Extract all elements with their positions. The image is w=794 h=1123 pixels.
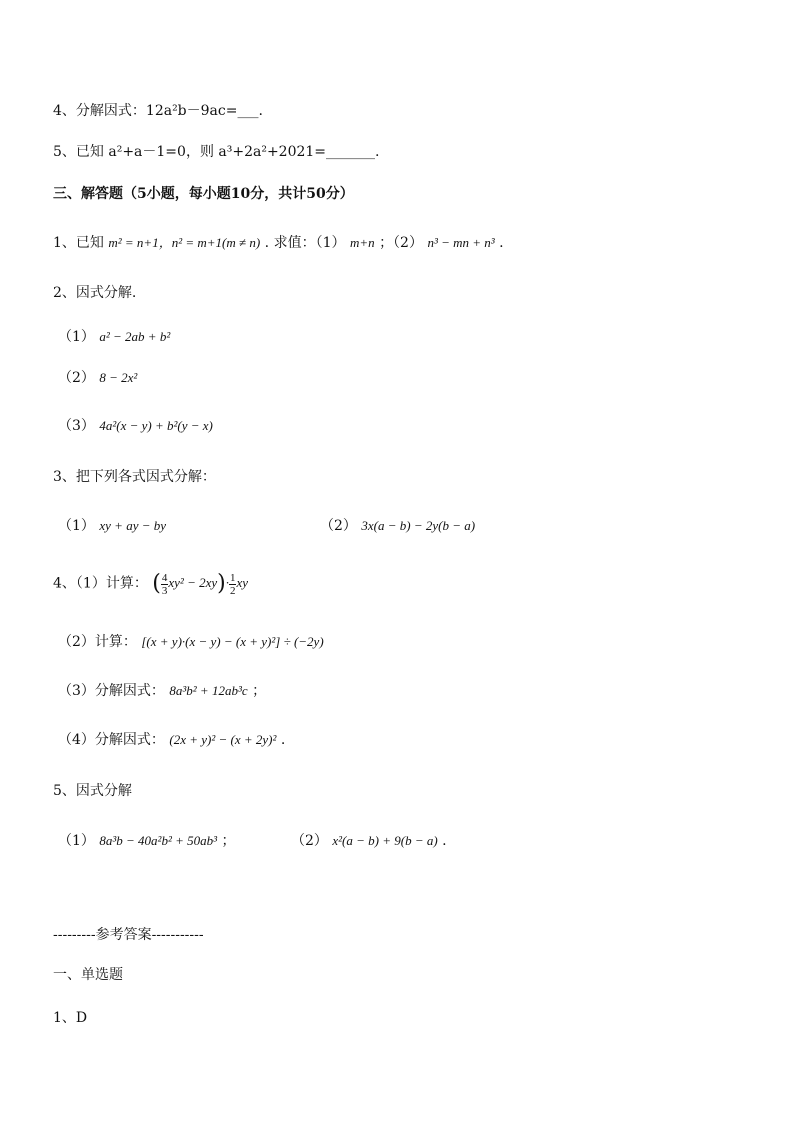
solve-q5-part1-expr: 8a³b − 40a²b² + 50ab³ bbox=[99, 833, 218, 848]
solve-q4-part1-label: 4、（1）计算： bbox=[53, 575, 148, 592]
solve-q3-part2-expr: 3x(a − b) − 2y(b − a) bbox=[361, 518, 476, 533]
solve-q1-condition: m² = n+1，n² = m+1(m ≠ n) bbox=[108, 235, 261, 250]
solve-q1-label: 1、已知 bbox=[53, 235, 104, 251]
solve-q4-dot: · bbox=[225, 575, 229, 591]
solve-q1-end: . bbox=[499, 235, 504, 251]
solve-q2-part2 bbox=[58, 368, 137, 388]
solve-question-3-label: 3、把下列各式因式分解： bbox=[53, 469, 216, 485]
solve-q4-part4-end: . bbox=[280, 732, 286, 748]
solve-q3-part1-expr: xy + ay − by bbox=[99, 518, 166, 533]
solve-q5-part1-end: ； bbox=[221, 833, 236, 849]
solve-q4-part1 bbox=[53, 572, 248, 597]
solve-q3-part1 bbox=[58, 516, 166, 536]
answer-item-1: 1、D bbox=[53, 1010, 88, 1026]
solve-q4-part4-expr: (2x + y)² − (x + 2y)² bbox=[169, 732, 277, 747]
solve-q2-part3-label: （3） bbox=[58, 418, 95, 434]
solve-q4-part4 bbox=[58, 730, 285, 750]
solve-q4-fraction-2: $\frac{1}{2}$ bbox=[229, 572, 236, 597]
solve-q2-part2-label: （2） bbox=[58, 370, 95, 386]
solve-q4-part3-expr: 8a³b² + 12ab³c bbox=[169, 683, 248, 698]
solve-q4-paren-close: ) bbox=[217, 571, 226, 597]
solve-q1-ask: . 求值：（1） bbox=[264, 235, 346, 251]
solve-q4-part1-mid: xy² − 2xy bbox=[168, 575, 218, 591]
solve-question-2-label: 2、因式分解. bbox=[53, 285, 137, 301]
solve-q5-part2 bbox=[291, 831, 447, 851]
solve-q2-part1-expr: a² − 2ab + b² bbox=[99, 329, 171, 344]
solve-q4-part3-end: ； bbox=[252, 683, 267, 699]
solve-question-1 bbox=[53, 233, 504, 253]
question-4-fill-blank: 4、分解因式：12a²b－9ac=___. bbox=[53, 103, 263, 119]
section-3-heading: 三、解答题（5小题，每小题10分，共计50分） bbox=[53, 186, 354, 202]
solve-q5-part2-end: . bbox=[442, 833, 447, 849]
solve-q4-part2-expr: [(x + y)·(x − y) − (x + y)²] ÷ (−2y) bbox=[141, 634, 324, 649]
question-5-fill-blank: 5、已知 a²+a－1=0，则 a³+2a²+2021=_______. bbox=[53, 144, 380, 160]
solve-q1-sep: ；（2） bbox=[379, 235, 423, 251]
solve-q3-part2-label: （2） bbox=[320, 518, 357, 534]
solve-q2-part1-label: （1） bbox=[58, 329, 95, 345]
solve-q4-fraction-1: $\frac{4}{3}$ bbox=[161, 572, 168, 597]
solve-q2-part3 bbox=[58, 416, 213, 436]
solve-q2-part2-expr: 8 − 2x² bbox=[99, 370, 138, 385]
solve-question-5-label: 5、因式分解 bbox=[53, 783, 132, 799]
solve-q1-part2: n³ − mn + n³ bbox=[427, 235, 495, 250]
solve-q4-paren-open: ( bbox=[152, 571, 161, 597]
solve-q4-part4-label: （4）分解因式： bbox=[58, 732, 165, 748]
solve-q5-part1 bbox=[58, 831, 235, 851]
solve-q2-part1 bbox=[58, 327, 170, 347]
solve-q4-part2-label: （2）计算： bbox=[58, 634, 137, 650]
answer-section-1-heading: 一、单选题 bbox=[53, 967, 123, 983]
solve-q4-part2 bbox=[58, 632, 324, 652]
solve-q2-part3-expr: 4a²(x − y) + b²(y − x) bbox=[99, 418, 213, 433]
solve-q3-part1-label: （1） bbox=[58, 518, 95, 534]
solve-q5-part2-label: （2） bbox=[291, 833, 328, 849]
solve-q5-part2-expr: x²(a − b) + 9(b − a) bbox=[332, 833, 438, 848]
answer-divider: ---------参考答案----------- bbox=[53, 927, 204, 943]
solve-q5-part1-label: （1） bbox=[58, 833, 95, 849]
solve-q3-part2 bbox=[320, 516, 475, 536]
solve-q4-part3-label: （3）分解因式： bbox=[58, 683, 165, 699]
solve-q4-part3 bbox=[58, 681, 266, 701]
solve-q1-part1: m+n bbox=[349, 235, 375, 250]
solve-q4-part1-tail: xy bbox=[236, 575, 249, 591]
